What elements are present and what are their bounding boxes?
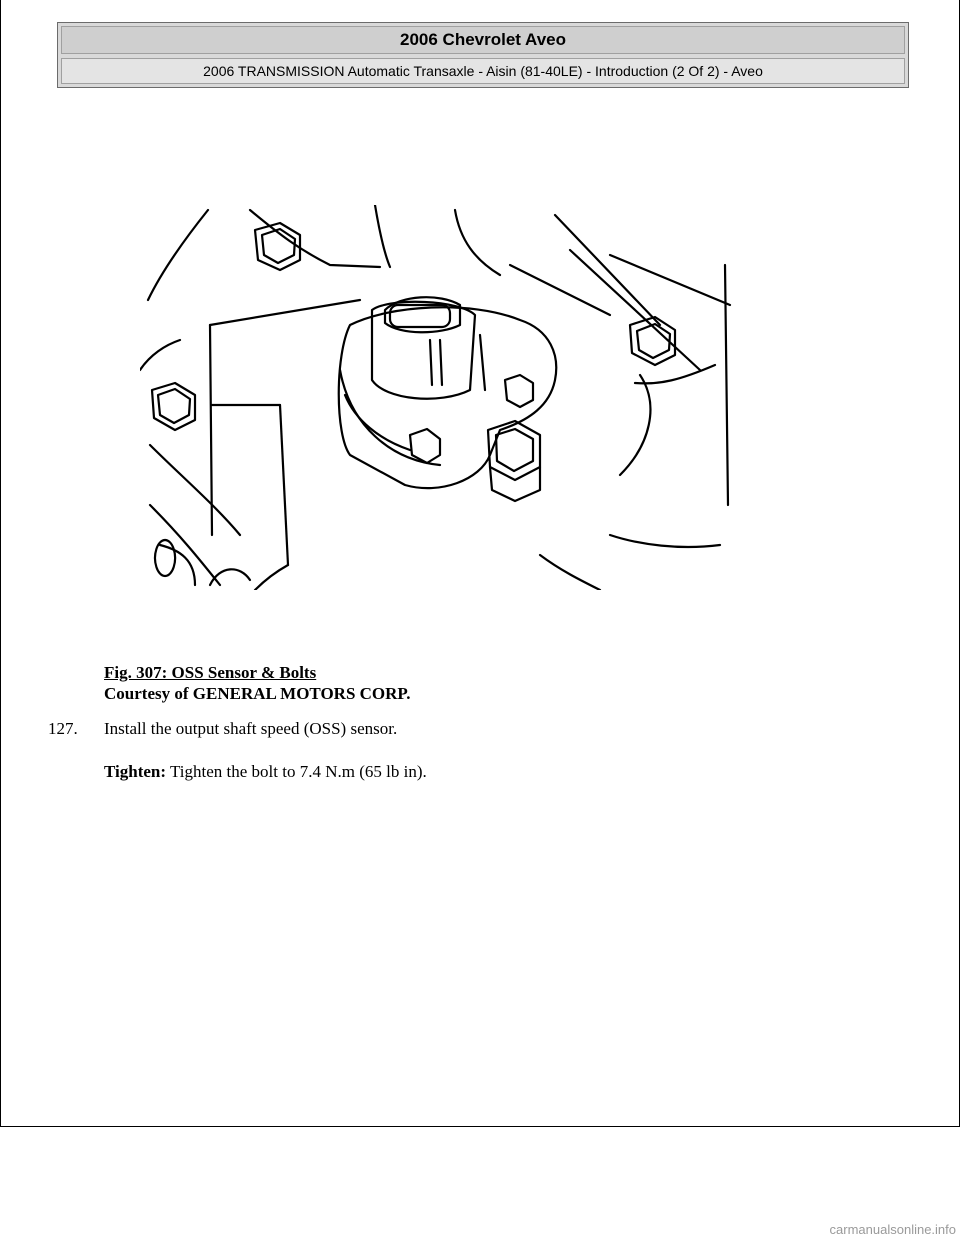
bolt-large — [488, 421, 540, 501]
oss-sensor-illustration — [140, 205, 740, 590]
header-title: 2006 Chevrolet Aveo — [61, 26, 905, 54]
page-border-left — [0, 0, 1, 1127]
figure-caption-title: Fig. 307: OSS Sensor & Bolts — [104, 663, 317, 682]
header-subtitle: 2006 TRANSMISSION Automatic Transaxle - Aisin (81-40LE) - Introduction (2 Of 2) - Aveo — [61, 58, 905, 84]
step-number: 127. — [48, 719, 78, 738]
page-border-bottom — [0, 1126, 960, 1127]
bolt-left — [152, 383, 195, 430]
tighten-label: Tighten: — [104, 762, 167, 781]
bolt-top-left — [255, 223, 300, 270]
footer-watermark: carmanualsonline.info — [829, 1222, 956, 1237]
step-text: Install the output shaft speed (OSS) sensor. — [104, 719, 398, 738]
procedure-step — [48, 718, 397, 740]
bolt-small-upper — [505, 375, 533, 407]
tighten-spec — [104, 761, 427, 783]
figure-caption-credit: Courtesy of GENERAL MOTORS CORP. — [104, 684, 411, 703]
document-header — [57, 22, 909, 88]
figure-caption — [104, 662, 411, 704]
bolt-small-lower — [410, 429, 440, 463]
tighten-text: Tighten the bolt to 7.4 N.m (65 lb in). — [166, 762, 427, 781]
